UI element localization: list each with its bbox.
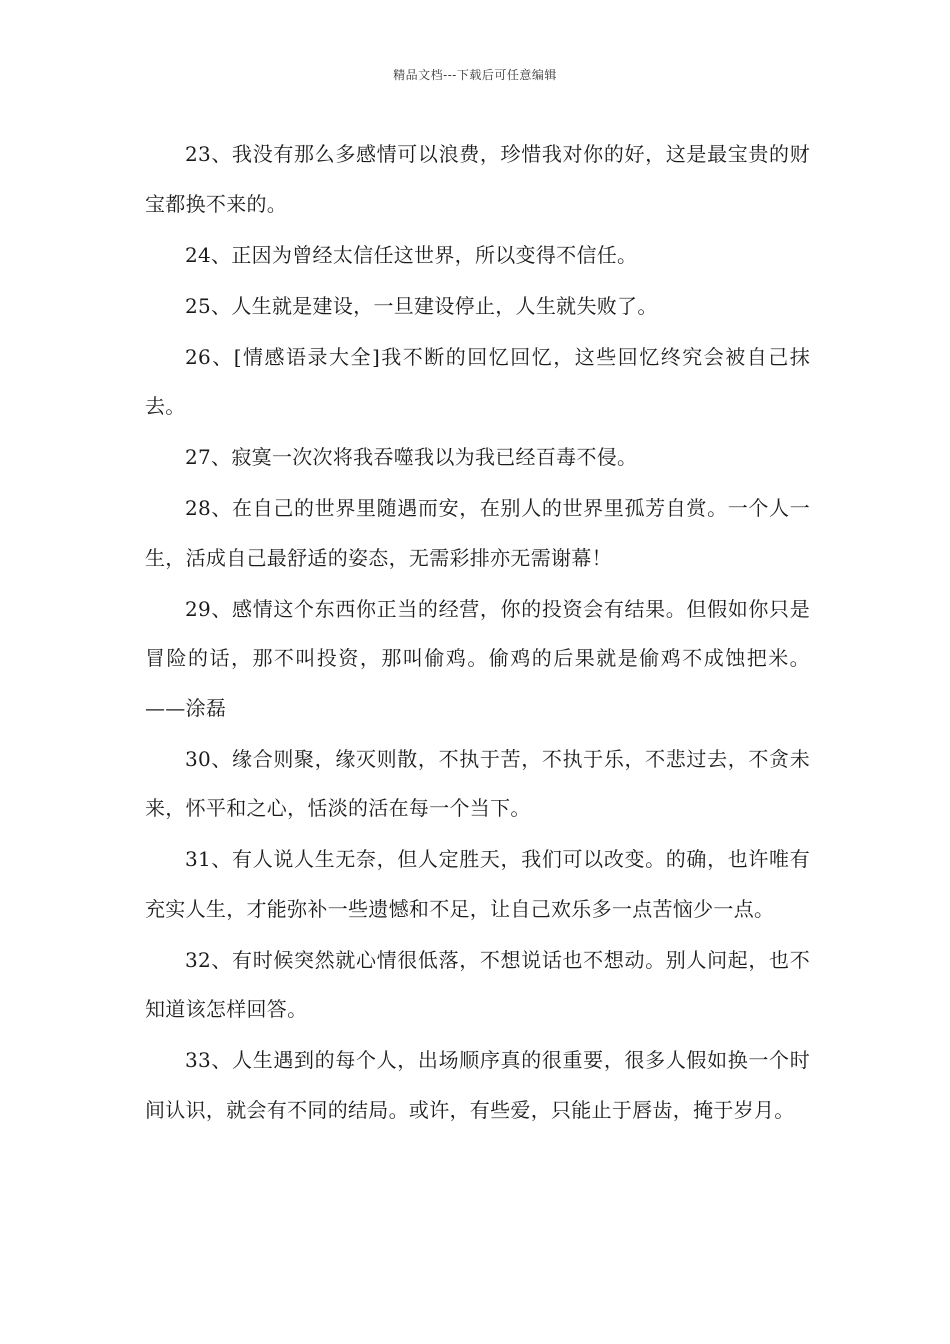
paragraph-28: 28、在自己的世界里随遇而安，在别人的世界里孤芳自赏。一个人一生，活成自己最舒适的姿态，无需彩排亦无需谢幕！ bbox=[145, 496, 810, 570]
paragraph-32: 32、有时候突然就心情很低落，不想说话也不想动。别人问起，也不知道该怎样回答。 bbox=[145, 947, 810, 1021]
paragraph-29: 29、感情这个东西你正当的经营，你的投资会有结果。但假如你只是冒险的话，那不叫投资，那叫偷鸡。偷鸡的后果就是偷鸡不成蚀把米。——涂磊 bbox=[145, 596, 810, 720]
page-header: 精品文档---下载后可任意编辑 bbox=[393, 68, 557, 82]
paragraph-31: 31、有人说人生无奈，但人定胜天，我们可以改变。的确，也许唯有充实人生，才能弥补一些遗憾和不足，让自己欢乐多一点苦恼少一点。 bbox=[145, 847, 810, 921]
paragraph-33: 33、人生遇到的每个人，出场顺序真的很重要，很多人假如换一个时间认识，就会有不同的结局。或许，有些爱，只能止于唇齿，掩于岁月。 bbox=[145, 1048, 810, 1122]
paragraph-23: 23、我没有那么多感情可以浪费，珍惜我对你的好，这是最宝贵的财宝都换不来的。 bbox=[145, 142, 810, 216]
paragraph-27: 27、寂寞一次次将我吞噬我以为我已经百毒不侵。 bbox=[185, 445, 638, 469]
paragraph-25: 25、人生就是建设，一旦建设停止，人生就失败了。 bbox=[185, 293, 658, 318]
document-body bbox=[145, 130, 810, 1137]
paragraph-30: 30、缘合则聚，缘灭则散，不执于苦，不执于乐，不悲过去，不贪未来，怀平和之心，恬淡的活在每一个当下。 bbox=[145, 746, 810, 820]
paragraph-24: 24、正因为曾经太信任这世界，所以变得不信任。 bbox=[185, 242, 638, 267]
paragraph-26: 26、[情感语录大全]我不断的回忆回忆，这些回忆终究会被自己抹去。 bbox=[145, 344, 810, 418]
